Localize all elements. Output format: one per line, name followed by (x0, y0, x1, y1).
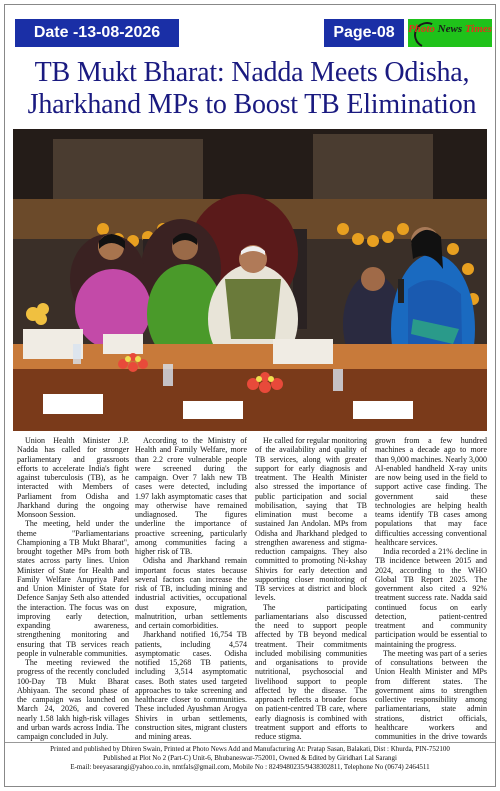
article-body (11, 436, 491, 742)
article-column-3 (255, 436, 367, 742)
imprint-line-1: Printed and published by Dhiren Swain, Printed at Photo News Add and Manufacturing At: Pratap Sasan, Balakati, Dist : Khurda, PIN-752100 (50, 745, 450, 753)
paragraph: Union Health Minister J.P. Nadda has called for stronger parliamentary and grassroots efforts to accelerate India's fight against tuberculosis (TB), as he interacted with Members of Parliament from Odisha and Jharkhand during the ongoing Monsoon Session. (17, 436, 129, 519)
paragraph: According to the Ministry of Health and Family Welfare, more than 2.2 crore vulnerable people were screened during the campaign. Over 7 lakh new TB cases were detected, including 1.97 lakh asymptomatic cases that may otherwise have remained undiagnosed. The figures underline the importance of proactive screening, particularly among communities facing a higher risk of TB. (135, 436, 247, 556)
article-column-4 (375, 436, 487, 742)
paragraph: The participating parliamentarians also discussed the need to support people affected by TB beyond medical treatment. Their commitments included mobilising communities and organisations to provide nutritional, psychosocial and livelihood support to people affected by the disease. The approach reflects a broader focus on patient-centred TB care, where early diagnosis is combined with treatment support and efforts to reduce stigma. (255, 602, 367, 741)
imprint-line-2: Published at Plot No 2 (Part-C) Unit-6, Bhubaneswar-752001, Owned & Edited by Giridhari Lal Sarangi (103, 754, 397, 762)
page-number-label: Page-08 (324, 19, 404, 47)
headline: TB Mukt Bharat: Nadda Meets Odisha, Jharkhand MPs to Boost TB Elimination (27, 57, 477, 120)
logo-word-1: Photo (408, 23, 435, 35)
article-column-2 (135, 436, 247, 742)
paragraph: Jharkhand notified 16,754 TB patients, including 4,574 asymptomatic cases. Odisha notified 15,268 TB patients, including 3,514 asymptomatic cases. Both states used targeted approaches to take screening and healthcare closer to communities. These included Ayushman Arogya Shivirs in urban settlements, construction sites, migrant clusters and mining areas. (135, 630, 247, 741)
imprint-line-3: E-mail: beeyasarangi@yahoo.co.in, nmtfals@gmail.com, Mobile No : 8249480235/9438302811, Telephone No (0674) 2464511 (70, 763, 430, 771)
newspaper-page (4, 4, 496, 787)
footer-divider (5, 742, 495, 743)
logo-word-3: Times (464, 23, 492, 35)
paragraph: The meeting was part of a series of consultations between the Union Health Minister and MPs from different states. The government aims to strengthen collective responsibility among parliamentarians, state admin strations, district officials, healthcare workers and communities in the drive towards (375, 648, 487, 741)
paragraph: The meeting, held under the theme "Parliamentarians Championing a TB Mukt Bharat", brought together MPs from both states across party lines. Union Minister of State for Health and Family Welfare Anupriya Patel and Union Minister of State for Defence Sanjay Seth also attended the interaction. The focus was on improving early detection, expanding awareness, strengthening monitoring and ensuring that TB services reach people in vulnerable communities. (17, 519, 129, 658)
logo-word-2: News (437, 23, 463, 35)
logo-wordmark (408, 23, 492, 35)
date-label: Date -13-08-2026 (15, 19, 179, 47)
paragraph: Odisha and Jharkhand remain important focus states because several factors can increase the risk of TB, including mining and industrial activities, occupational dust exposure, migration, malnutrition, urban settlements and certain comorbidities. (135, 556, 247, 630)
paragraph: India recorded a 21% decline in TB incidence between 2015 and 2024, according to the WHO Global TB Report 2025. The government also cited a 92% treatment success rate. Nadda said continued focus on early detection, patient-centred treatment and community participation would be essential to maintaining the progress. (375, 547, 487, 649)
article-column-1 (17, 436, 129, 742)
imprint-footer (5, 745, 495, 787)
paragraph: He called for regular monitoring of the availability and quality of TB services, along with greater support for early diagnosis and treatment. The Health Minister also stressed the importance of public participation and social mobilisation, saying that TB elimination must become a sustained Jan Andolan. MPs from Odisha and Jharkhand pledged to strengthen awareness and stigma-reduction campaigns. They also committed to promoting Ni-kshay Shivirs for early detection and supporting closer monitoring of TB services at district and block levels. (255, 436, 367, 603)
paragraph: The meeting reviewed the progress of the recently concluded 100-Day TB Mukt Bharat Abhiyaan. The second phase of the campaign was launched on March 24, 2026, and covered nearly 1.58 lakh high-risk villages and urban wards across India. The campaign concluded in July. (17, 658, 129, 741)
paragraph: grown from a few hundred machines a decade ago to more than 9,000 machines. Nearly 3,000 AI-enabled handheld X-ray units are now being used in the field to support active case finding. The government said these technologies are helping health teams identify TB cases among populations that may face difficulties accessing conventional healthcare services. (375, 436, 487, 547)
meeting-photo (13, 129, 487, 431)
photo-news-times-logo (408, 19, 492, 47)
masthead (5, 5, 495, 53)
